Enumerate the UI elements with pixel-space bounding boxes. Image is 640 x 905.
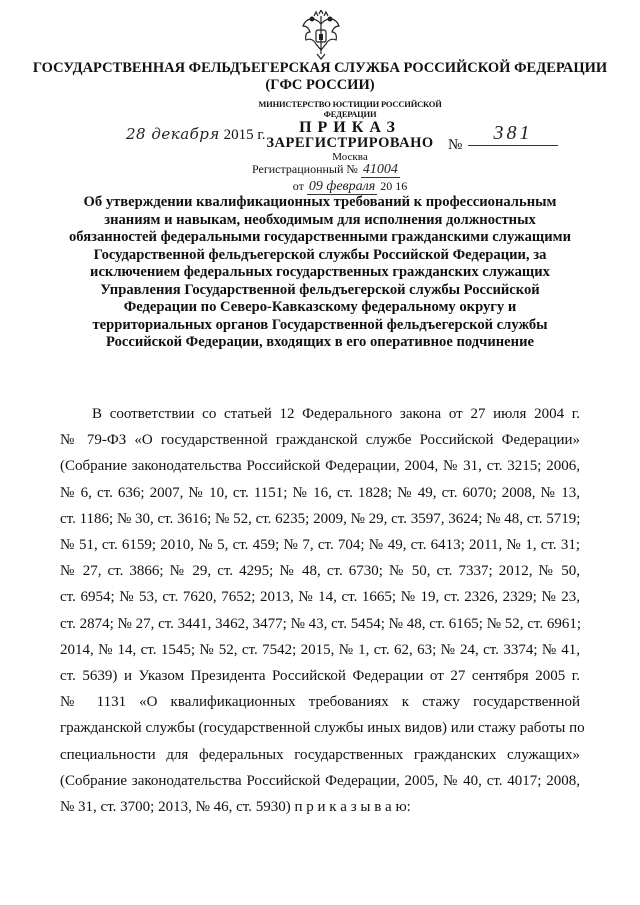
stamp-date: 09 февраля [308,179,376,194]
agency-name: ГОСУДАРСТВЕННАЯ ФЕЛЬДЪЕГЕРСКАЯ СЛУЖБА РОССИЙСКОЙ ФЕДЕРАЦИИ [32,60,608,76]
body-line: ст. 5639) и Указом Президента Российской Федерации от 27 сентября 2005 г. [60,668,580,685]
agency-abbreviation: (ГФС РОССИИ) [265,77,375,93]
body-line: гражданской службы (государственной службы иных видов) или стажу работы по [60,720,585,737]
body-line: № 79-ФЗ «О государственной гражданской службе Российской Федерации» [60,432,580,449]
body-line: 2014, № 14, ст. 1545; № 52, ст. 7542; 2015, № 1, ст. 62, 63; № 24, ст. 3374; № 41, [60,641,580,658]
body-line: № 27, ст. 3866; № 29, ст. 4295; № 48, ст. 6730; № 50, ст. 7337; 2012, № 50, [60,563,580,580]
stamp-date-year: 20 16 [380,179,408,193]
stamp-date-label: от [292,179,304,193]
body-line: специальности для федеральных государственных гражданских служащих» [60,746,580,763]
title-line: Об утверждении квалификационных требований к профессиональным [83,194,557,210]
title-line: знаниям и навыкам, необходимым для исполнения должностных [104,211,536,228]
body-line: ст. 1186; № 30, ст. 3616; № 52, ст. 6235; 2009, № 29, ст. 3597, 3624; № 48, ст. 5719; [60,510,581,527]
stamp-ministry: МИНИСТЕРСТВО ЮСТИЦИИ РОССИЙСКОЙ ФЕДЕРАЦИИ [258,99,442,119]
stamp-registration-number: 41004 [362,162,398,177]
title-line: обязанностей федеральными государственными гражданскими служащими [68,229,572,245]
title-line: исключением федеральных государственных гражданских служащих [90,264,550,280]
russian-coat-of-arms-icon [300,10,342,60]
title-line: Государственной фельдъегерской службы Российской Федерации, за [93,246,547,263]
body-line: ст. 6954; № 53, ст. 7620, 7652; 2013, № 14, ст. 1665; № 19, ст. 2326, 2329; № 23, [60,589,580,606]
order-date [126,125,266,144]
document-title [60,194,580,352]
body-line: (Собрание законодательства Российской Федерации, 2004, № 31, ст. 3215; 2006, [60,458,580,475]
order-date-year: 2015 г. [223,127,266,143]
title-line: Управления Государственной фельдъегерской службы Российской [100,281,540,298]
title-line: территориальных органов Государственной фельдъегерской службы [92,316,548,333]
stamp-registration-line [252,162,448,177]
body-line: (Собрание законодательства Российской Федерации, 2005, № 40, ст. 4017; 2008, [60,772,580,789]
body-line: № 31, ст. 3700; 2013, № 46, ст. 5930) п р и к а з ы в а ю: [60,799,411,816]
stamp-city: Москва [332,151,368,163]
document-body [60,401,585,820]
title-line: Российской Федерации, входящих в его оперативное подчинение [106,334,534,350]
stamp-date-line [252,179,448,195]
order-number-label: № [448,137,463,153]
stamp-registration-label: Регистрационный № [252,162,358,176]
body-line: № 51, ст. 6159; 2010, № 5, ст. 459; № 7, ст. 704; № 49, ст. 6413; 2011, № 1, ст. 31; [60,537,580,554]
order-date-handwritten: 28 декабря [126,125,220,143]
agency-header [0,60,640,94]
body-line: № 1131 «О квалификационных требованиях к стажу государственной [60,694,580,711]
body-line: В соответствии со статьей 12 Федерального закона от 27 июля 2004 г. [92,406,580,422]
stamp-document-type: ПРИКАЗ [299,119,401,136]
title-line: Федерации по Северо-Кавказскому федеральному округу и [123,299,517,315]
body-line: № 6, ст. 636; 2007, № 10, ст. 1151; № 16, ст. 1828; № 49, ст. 6070; 2008, № 13, [60,484,580,501]
registration-stamp [252,99,448,194]
stamp-status: ЗАРЕГИСТРИРОВАНО [266,135,434,151]
body-line: ст. 2874; № 27, ст. 3441, 3462, 3477; № 43, ст. 5454; № 48, ст. 6165; № 52, ст. 6961; [60,615,582,632]
order-number: 381 [468,122,558,146]
